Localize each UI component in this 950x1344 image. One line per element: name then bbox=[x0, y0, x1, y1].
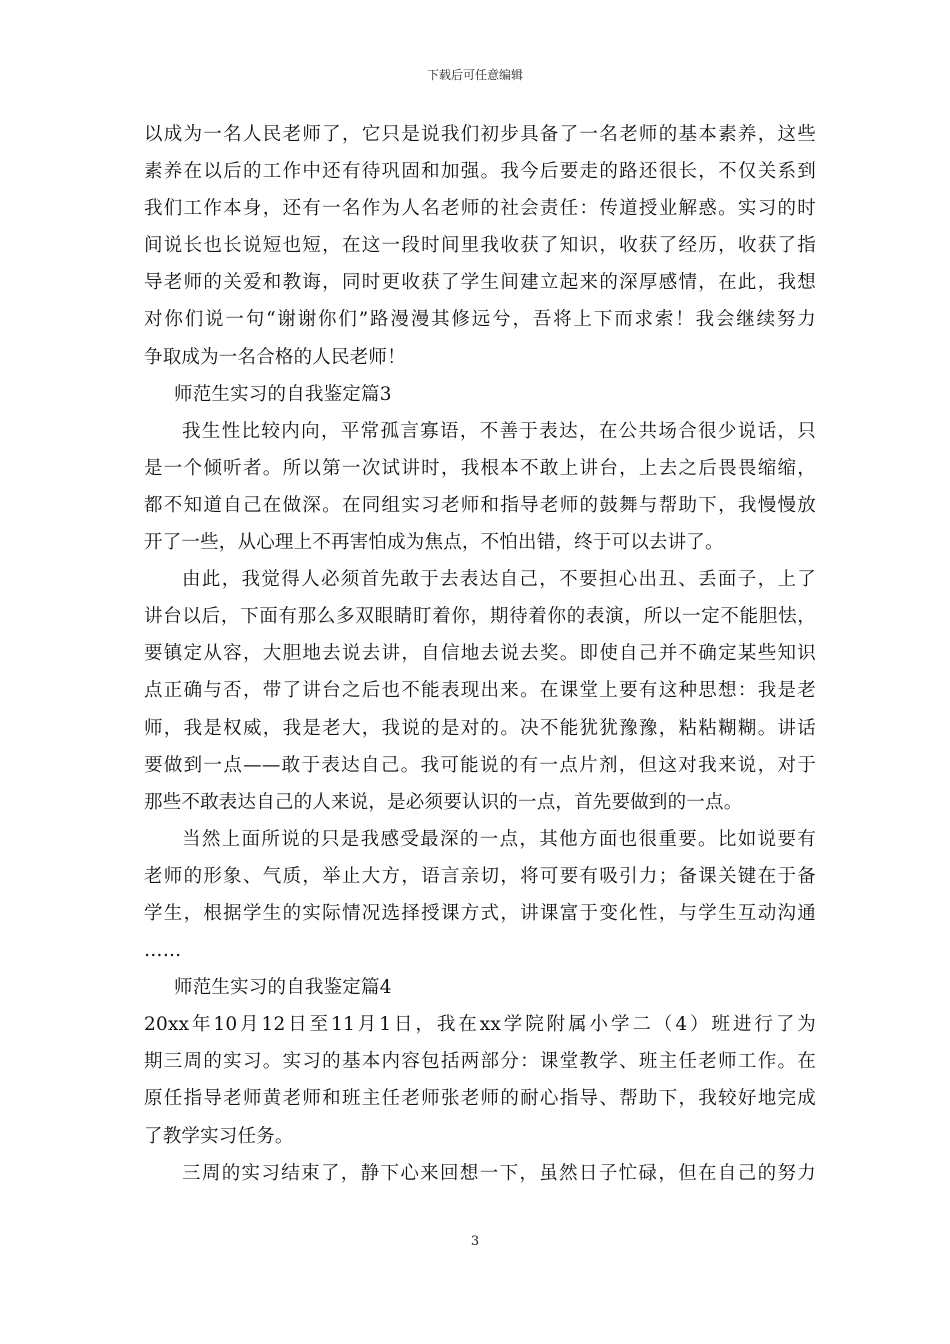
body-line: 原任指导老师黄老师和班主任老师张老师的耐心指导、帮助下，我较好地完成 bbox=[144, 1088, 816, 1110]
body-line: 20xx年10月12日至11月1日，我在xx学院附属小学二（4）班进行了为 bbox=[144, 1014, 816, 1036]
body-line: 是一个倾听者。所以第一次试讲时，我根本不敢上讲台，上去之后畏畏缩缩， bbox=[144, 457, 816, 479]
document-body bbox=[144, 116, 816, 1192]
body-line: 我们工作本身，还有一名作为人名老师的社会责任：传道授业解惑。实习的时 bbox=[144, 198, 816, 220]
body-line: 师，我是权威，我是老大，我说的是对的。决不能犹犹豫豫，粘粘糊糊。讲话 bbox=[144, 717, 816, 739]
body-line: 以成为一名人民老师了，它只是说我们初步具备了一名老师的基本素养，这些 bbox=[144, 124, 816, 145]
body-line: 开了一些，从心理上不再害怕成为焦点，不怕出错，终于可以去讲了。 bbox=[144, 532, 724, 554]
body-line: 期三周的实习。实习的基本内容包括两部分：课堂教学、班主任老师工作。在 bbox=[144, 1051, 816, 1073]
body-line: 老师的形象、气质，举止大方，语言亲切，将可要有吸引力；备课关键在于备 bbox=[144, 865, 816, 887]
body-line: 了教学实习任务。 bbox=[144, 1125, 294, 1147]
section-heading: 师范生实习的自我鉴定篇3 bbox=[174, 383, 392, 405]
page-number: 3 bbox=[470, 1234, 480, 1249]
body-line: 那些不敢表达自己的人来说，是必须要认识的一点，首先要做到的一点。 bbox=[144, 791, 743, 813]
section-heading: 师范生实习的自我鉴定篇4 bbox=[174, 977, 392, 999]
body-line: 三周的实习结束了，静下心来回想一下，虽然日子忙碌，但在自己的努力 bbox=[182, 1162, 816, 1184]
body-line: 我生性比较内向，平常孤言寡语，不善于表达，在公共场合很少说话，只 bbox=[182, 420, 816, 442]
body-line: 讲台以后，下面有那么多双眼睛盯着你，期待着你的表演，所以一定不能胆怯， bbox=[144, 606, 816, 628]
body-line: 对你们说一句“谢谢你们”路漫漫其修远兮，吾将上下而求索！我会继续努力 bbox=[144, 309, 816, 331]
body-line: 争取成为一名合格的人民老师！ bbox=[144, 346, 406, 368]
body-line: 间说长也长说短也短，在这一段时间里我收获了知识，收获了经历，收获了指 bbox=[144, 235, 816, 257]
body-line: 点正确与否，带了讲台之后也不能表现出来。在课堂上要有这种思想：我是老 bbox=[144, 680, 816, 702]
body-line: 要镇定从容，大胆地去说去讲，自信地去说去奖。即使自己并不确定某些知识 bbox=[144, 643, 816, 665]
body-line: 导老师的关爱和教诲，同时更收获了学生间建立起来的深厚感情，在此，我想 bbox=[144, 272, 816, 294]
body-line: …… bbox=[144, 940, 182, 962]
page-header: 下载后可任意编辑 bbox=[426, 68, 523, 82]
body-line: 都不知道自己在做深。在同组实习老师和指导老师的鼓舞与帮助下，我慢慢放 bbox=[144, 494, 816, 516]
body-line: 要做到一点——敢于表达自己。我可能说的有一点片剂，但这对我来说，对于 bbox=[144, 754, 816, 776]
body-line: 素养在以后的工作中还有待巩固和加强。我今后要走的路还很长，不仅关系到 bbox=[144, 161, 816, 183]
body-line: 当然上面所说的只是我感受最深的一点，其他方面也很重要。比如说要有 bbox=[182, 828, 816, 850]
body-line: 由此，我觉得人必须首先敢于去表达自己，不要担心出丑、丢面子，上了 bbox=[182, 569, 816, 591]
body-line: 学生，根据学生的实际情况选择授课方式，讲课富于变化性，与学生互动沟通 bbox=[144, 902, 816, 924]
